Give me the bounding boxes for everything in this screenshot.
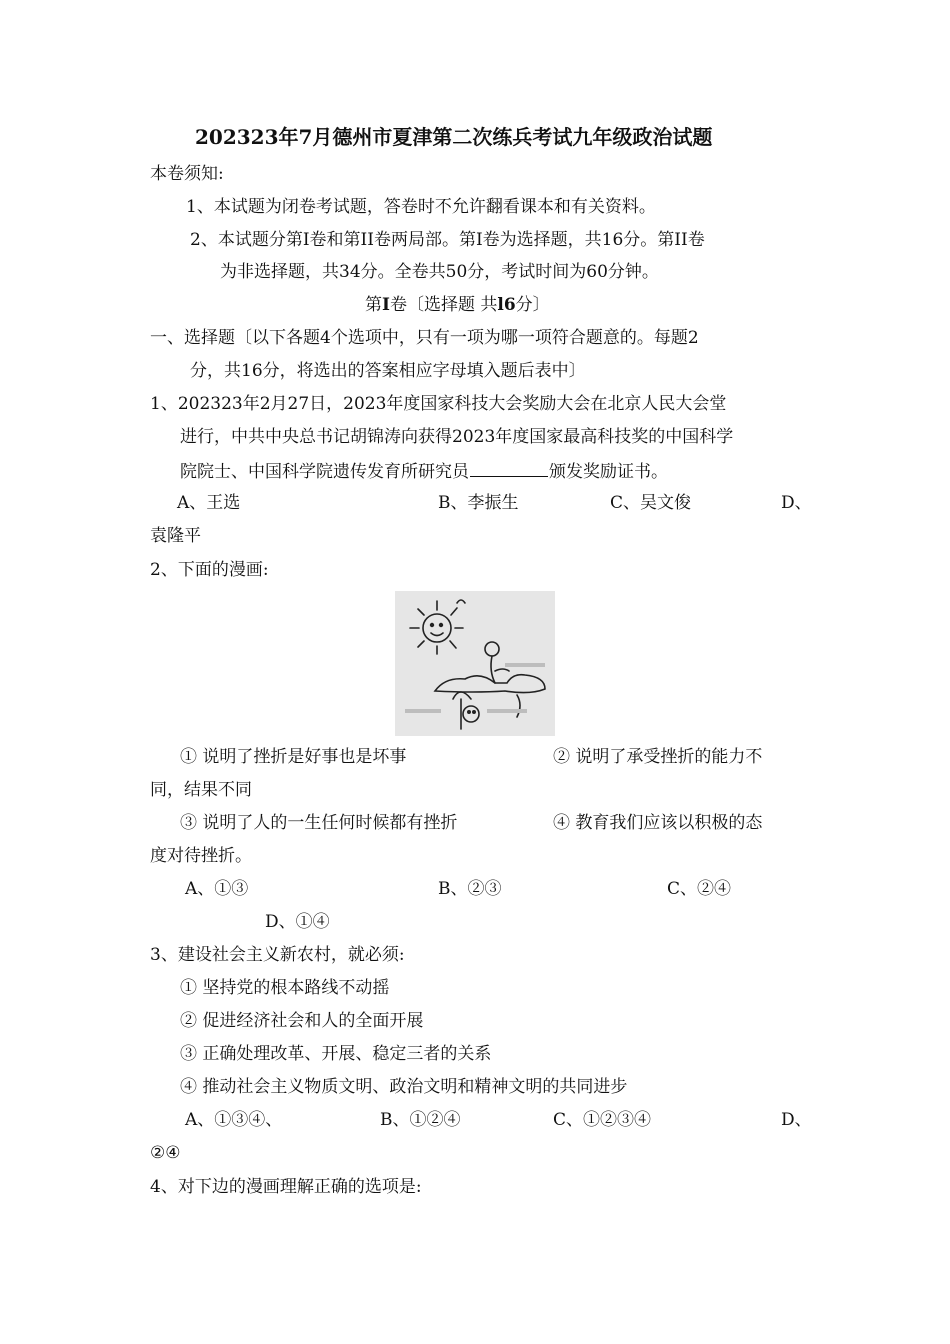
q2-statement-cont: 度对待挫折。 (150, 846, 252, 866)
cartoon-image (395, 591, 555, 736)
notice-item: 2、本试题分第I卷和第II卷两局部。第I卷为选择题，共16分。第II卷 (190, 230, 705, 250)
notice-heading: 本卷须知: (150, 164, 224, 184)
q3-option-d: D、 (781, 1110, 812, 1130)
q2-option-b: B、②③ (438, 879, 502, 899)
q3-statement: ② 促进经济社会和人的全面开展 (180, 1011, 424, 1031)
q1-stem-cont: 进行，中共中央总书记胡锦涛向获得2023年度国家最高科技奖的中国科学 (180, 427, 734, 447)
q2-statement-cont: 同，结果不同 (150, 780, 252, 800)
section-heading (365, 297, 550, 314)
q3-stem: 3、建设社会主义新农村，就必须: (150, 945, 405, 965)
q1-option-b: B、李振生 (438, 493, 519, 513)
part-heading: 一、选择题〔以下各题4个选项中，只有一项为哪一项符合题意的。每题2 (150, 328, 699, 348)
part-heading-cont: 分，共16分，将选出的答案相应字母填入题后表中〕 (190, 361, 586, 381)
q2-statement: ② 说明了承受挫折的能力不 (553, 747, 763, 767)
q1-stem-cont (180, 462, 668, 481)
q2-statement: ③ 说明了人的一生任何时候都有挫折 (180, 813, 458, 833)
q3-statement: ④ 推动社会主义物质文明、政治文明和精神文明的共同进步 (180, 1077, 628, 1097)
cartoon-drawing (395, 591, 555, 736)
q2-statement: ④ 教育我们应该以积极的态 (553, 813, 763, 833)
q3-statement: ① 坚持党的根本路线不动摇 (180, 978, 390, 998)
section-middle: 卷〔选择题 共 (389, 295, 498, 315)
q3-option-a: A、①③④、 (185, 1110, 283, 1130)
q1-line3-before: 院院士、中国科学院遗传发育所研究员 (180, 462, 469, 482)
q1-line3-after: 颁发奖励证书。 (549, 462, 668, 482)
q2-option-d: D、①④ (265, 912, 330, 932)
q3-option-c: C、①②③④ (553, 1110, 652, 1130)
q2-option-a: A、①③ (185, 879, 249, 899)
q1-option-d: D、 (781, 493, 812, 513)
q1-option-d-cont: 袁隆平 (150, 526, 201, 546)
notice-item: 1、本试题为闭卷考试题，答卷时不允许翻看课本和有关资料。 (186, 197, 656, 217)
q1-option-c: C、吴文俊 (610, 493, 692, 513)
q2-option-c: C、②④ (667, 879, 732, 899)
q3-option-b: B、①②④ (380, 1110, 461, 1130)
q3-statement: ③ 正确处理改革、开展、稳定三者的关系 (180, 1044, 492, 1064)
answer-blank (470, 462, 548, 477)
section-num: l6 (497, 295, 516, 315)
section-roman: I (382, 295, 390, 315)
q1-option-a: A、王选 (177, 493, 241, 513)
q2-stem: 2、下面的漫画: (150, 560, 269, 580)
q4-stem: 4、对下边的漫画理解正确的选项是: (150, 1177, 422, 1197)
section-after: 分〕 (515, 295, 550, 315)
page-title: 202323年7月德州市夏津第二次练兵考试九年级政治试题 (195, 125, 713, 149)
section-before: 第 (365, 295, 382, 315)
q1-stem: 1、202323年2月27日，2023年度国家科技大会奖励大会在北京人民大会堂 (150, 394, 727, 414)
q2-statement: ① 说明了挫折是好事也是坏事 (180, 747, 407, 767)
q3-option-d-cont: ②④ (150, 1143, 181, 1163)
notice-item: 为非选择题，共34分。全卷共50分，考试时间为60分钟。 (220, 262, 659, 282)
